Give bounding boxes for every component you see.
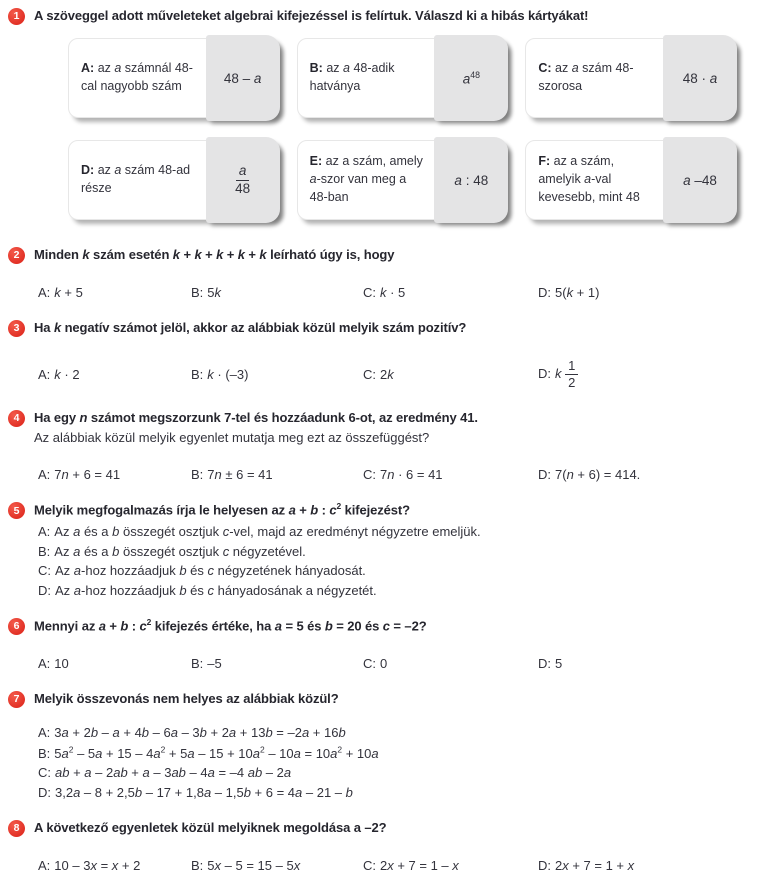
answer-card-f (525, 140, 737, 220)
option-b: B: 7n ± 6 = 41 (191, 467, 273, 483)
card-text: az a szám 48-ad része (81, 163, 191, 195)
option-a: A: k + 5 (38, 285, 83, 300)
option-c: C: 7n · 6 = 41 (363, 467, 443, 483)
question-5-header (8, 501, 753, 519)
question-title: Minden k szám esetén k + k + k + k + k leírható úgy is, hogy (34, 247, 395, 262)
option-d: D: 5(k + 1) (538, 285, 600, 300)
card-label: C: (538, 61, 552, 76)
card-label: E: (309, 154, 323, 169)
options-row (8, 858, 753, 873)
option-b: B: k · (–3) (191, 366, 249, 382)
question-2-header (8, 246, 753, 264)
card-label: A: (81, 61, 95, 76)
card-formula-panel (206, 35, 280, 121)
options-stack (8, 725, 753, 800)
options-row (8, 358, 753, 390)
option-d: D: 5 (538, 655, 563, 671)
question-number-badge: 6 (8, 618, 25, 635)
card-label: B: (309, 61, 323, 76)
option-d: D: 2x + 7 = 1 + x (538, 857, 635, 873)
card-label: D: (81, 163, 95, 178)
question-3-header (8, 319, 753, 337)
option-b: B: Az a és a b összegét osztjuk c négyzetével. (38, 543, 306, 559)
question-number-badge: 2 (8, 247, 25, 264)
card-formula-panel (663, 137, 737, 223)
question-2 (8, 246, 753, 300)
question-3 (8, 319, 753, 390)
option-a: A: k · 2 (38, 366, 80, 382)
option-b: B: –5 (191, 655, 222, 671)
question-6 (8, 617, 753, 671)
option-b: B: 5k (191, 285, 222, 300)
question-title: A szöveggel adott műveleteket algebrai kifejezéssel is felírtuk. Válaszd ki a hibás kártyákat! (34, 8, 589, 23)
option-c: C: 2x + 7 = 1 – x (363, 857, 459, 873)
options-row (8, 467, 753, 482)
option-c: C: 0 (363, 655, 388, 671)
question-number-badge: 1 (8, 8, 25, 25)
card-text: az a szám, amelyik a-val kevesebb, mint 48 (538, 154, 640, 204)
question-number-badge: 7 (8, 691, 25, 708)
option-c: C: 2k (363, 366, 394, 382)
card-formula-panel (434, 35, 508, 121)
card-formula-panel (434, 137, 508, 223)
option-c: C: k · 5 (363, 285, 406, 300)
answer-card-b (297, 38, 509, 118)
question-7 (8, 690, 753, 800)
question-title: Ha k negatív számot jelöl, akkor az alábbiak közül melyik szám pozitív? (34, 320, 467, 335)
question-number-badge: 4 (8, 410, 25, 427)
answer-card-a (68, 38, 280, 118)
option-d: D: 3,2a – 8 + 2,5b – 17 + 1,8a – 1,5b + 6 = 4a – 21 – b (38, 784, 353, 800)
answer-cards-grid (68, 38, 737, 220)
answer-card-d (68, 140, 280, 220)
option-d: D: 7(n + 6) = 414. (538, 467, 641, 483)
option-a: A: 3a + 2b – a + 4b – 6a – 3b + 2a + 13b = –2a + 16b (38, 724, 346, 740)
option-a: A: Az a és a b összegét osztjuk c-vel, majd az eredményt négyzetre emeljük. (38, 524, 481, 540)
card-text: az a 48-adik hatványa (309, 61, 395, 93)
answer-card-e (297, 140, 509, 220)
option-b: B: $5a^2 - 5a + 15 - 4a^2 + 5a - 15 + 10a^2 - 10a = 10a^2 + 10a$ (38, 744, 379, 761)
card-formula-panel (663, 35, 737, 121)
question-title: Melyik megfogalmazás írja le helyesen az a + b : $c^2$ kifejezést? (34, 501, 410, 518)
question-1 (8, 7, 753, 220)
question-4-header (8, 409, 753, 446)
card-text: az a számnál 48-cal nagyobb szám (81, 61, 193, 93)
card-formula-panel (206, 137, 280, 223)
option-c: C: ab + a – 2ab + a – 3ab – 4a = –4 ab – 2a (38, 765, 292, 781)
option-c: C: Az a-hoz hozzáadjuk b és c négyzetének hányadosát. (38, 563, 366, 579)
question-title: Melyik összevonás nem helyes az alábbiak közül? (34, 690, 339, 706)
option-b: B: 5x – 5 = 15 – 5x (191, 857, 301, 873)
question-8-header (8, 819, 753, 837)
question-number-badge: 8 (8, 820, 25, 837)
question-6-header (8, 617, 753, 635)
card-formula: $\frac{a}{48}$ (235, 163, 251, 196)
option-a: A: 10 (38, 655, 69, 671)
options-stack (8, 524, 753, 598)
question-title: Mennyi az a + b : $c^2$ kifejezés értéke, ha a = 5 és b = 20 és c = –2? (34, 616, 427, 634)
option-d: D: k $\frac{1}{2}$ (538, 358, 753, 390)
question-title: A következő egyenletek közül melyiknek megoldása a –2? (34, 819, 387, 835)
question-1-header (8, 7, 753, 25)
question-subtitle: Az alábbiak közül melyik egyenlet mutatja meg ezt az összefüggést? (34, 429, 430, 445)
option-a: A: 7n + 6 = 41 (38, 467, 121, 483)
card-formula: $a^{48}$ (462, 69, 480, 87)
question-4 (8, 409, 753, 482)
question-7-header (8, 690, 753, 708)
question-8 (8, 819, 753, 873)
card-formula: 48 · a (682, 70, 718, 86)
question-title: Ha egy n számot megszorzunk 7-tel és hozzáadunk 6-ot, az eredmény 41. (34, 410, 478, 426)
card-formula: a –48 (683, 172, 717, 188)
options-row (8, 285, 753, 300)
card-text: az a szám 48-szorosa (538, 61, 634, 93)
card-formula: 48 – a (223, 70, 262, 86)
option-d: D: Az a-hoz hozzáadjuk b és c hányadosának a négyzetét. (38, 582, 377, 598)
question-5 (8, 501, 753, 598)
card-formula: a : 48 (454, 172, 489, 188)
options-row (8, 656, 753, 671)
card-label: F: (538, 154, 551, 169)
answer-card-c (525, 38, 737, 118)
option-a: A: 10 – 3x = x + 2 (38, 857, 141, 873)
question-number-badge: 3 (8, 320, 25, 337)
question-number-badge: 5 (8, 502, 25, 519)
card-text: az a szám, amely a-szor van meg a 48-ban (309, 154, 423, 204)
